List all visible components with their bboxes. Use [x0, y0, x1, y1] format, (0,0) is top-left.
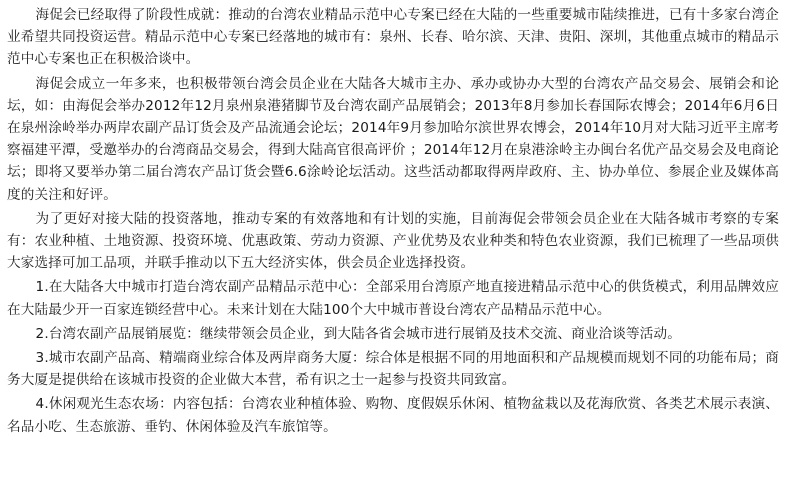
paragraph-events: 海促会成立一年多来，也积极带领台湾会员企业在大陆各大城市主办、承办或协办大型的台湾农产品交易会、展销会和论坛，如：由海促会举办2012年12月泉州泉港猪脚节及台湾农副产品展销会；2013年8月参加长春国际农博会；2014年6月6日在泉州涂岭举办两岸农副产品订货会及产品流通会论坛；2014年9月参加哈尔滨世界农博会，2014年10月对大陆习近平主席考察福建平潭，受邀举办的台湾商品交易会，得到大陆高官很高评价 ；2014年12月在泉港涂岭主办闽台名优产品交易会及电商论坛；即将又要举办第二届台湾农产品订货会暨6.6涂岭论坛活动。这些活动都取得两岸政府、主、协办单位、参展企业及媒体高度的关注和好评。: [7, 75, 779, 203]
list-item-exhibitions: 2.台湾农副产品展销展览：继续带领会员企业，到大陆各省会城市进行展销及技术交流、商业洽谈等活动。: [35, 325, 682, 342]
list-item-showcase-centers: 1.在大陆各大中城市打造台湾农副产品精品示范中心：全部采用台湾原产地直接进精品示范中心的供货模式，利用品牌效应在大陆最少开一百家连锁经营中心。未来计划在大陆100个大中城市普设台湾农产品精品示范中心。: [7, 279, 779, 318]
paragraph-investment: 为了更好对接大陆的投资落地，推动专案的有效落地和有计划的实施，目前海促会带领会员企业在大陆各城市考察的专案有：农业种植、土地资源、投资环境、优惠政策、劳动力资源、产业优势及农业种类和特色农业资源，我们已梳理了一些品项供大家选择可加工品项，并联手推动以下五大经济实体，供会员企业选择投资。: [7, 210, 779, 272]
list-item-eco-farm: 4.休闲观光生态农场：内容包括：台湾农业种植体验、购物、度假娱乐休闲、植物盆栽以及花海欣赏、各类艺术展示表演、名品小吃、生态旅游、垂钓、休闲体验及汽车旅馆等。: [7, 396, 779, 435]
list-item-commercial-complex: 3.城市农副产品高、精端商业综合体及两岸商务大厦：综合体是根据不同的用地面积和产品规模而规划不同的功能布局；商务大厦是提供给在该城市投资的企业做大本营，希有识之士一起参与投资共同致富。: [7, 350, 779, 389]
paragraph-achievements: 海促会已经取得了阶段性成就：推动的台湾农业精品示范中心专案已经在大陆的一些重要城市陆续推进，已有十多家台湾企业希望共同投资运营。精品示范中心专案已经落地的城市有：泉州、长春、哈尔滨、天津、贵阳、深圳，其他重点城市的精品示范中心专案也正在积极洽谈中。: [7, 7, 779, 68]
